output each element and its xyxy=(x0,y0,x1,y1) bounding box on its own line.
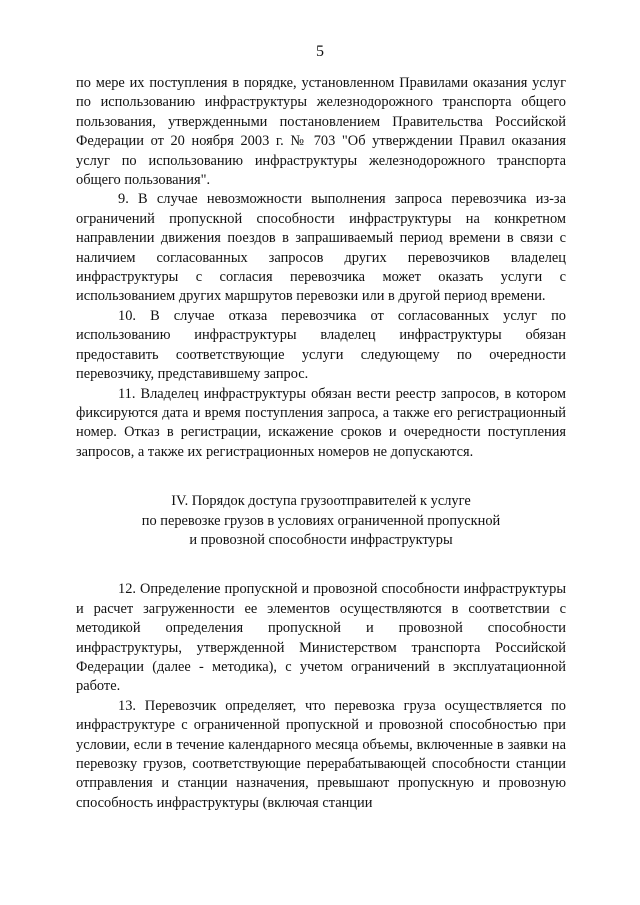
section-heading-line-2: по перевозке грузов в условиях ограниченной пропускной xyxy=(141,512,501,529)
paragraph-9: 9. В случае невозможности выполнения запроса перевозчика из-за ограничений пропускной способности инфраструктуры на конкретном направлении движения поездов в запрашиваемый период времени в связи с наличием согласованных запросов других перевозчиков владелец инфраструктуры с согласия перевозчика может оказать услуги с использованием других маршрутов перевозки или в другой период времени. xyxy=(76,191,566,305)
paragraph-11: 11. Владелец инфраструктуры обязан вести реестр запросов, в котором фиксируются дата и время поступления запроса, а также его регистрационный номер. Отказ в регистрации, искажение сроков и очередности поступления запросов, а также их регистрационных номеров не допускаются. xyxy=(76,385,566,460)
paragraph-13: 13. Перевозчик определяет, что перевозка груза осуществляется по инфраструктуре с ограниченной пропускной и провозной способностью при условии, если в течение календарного месяца объемы, включенные в заявки на перевозку грузов, соответствующие перерабатывающей способности станции отправления и станции назначения, превышают пропускную и провозную способность инфраструктуры (включая станции xyxy=(76,697,566,811)
section-heading xyxy=(76,492,566,550)
page-number: 5 xyxy=(316,43,324,60)
paragraph-10: 10. В случае отказа перевозчика от согласованных услуг по использованию инфраструктуры владелец инфраструктуры обязан предоставить соответствующие услуги следующему по очередности перевозчику, представившему запрос. xyxy=(76,307,566,383)
document-body xyxy=(76,74,566,813)
paragraph-continuation: по мере их поступления в порядке, установленном Правилами оказания услуг по использованию инфраструктуры железнодорожного транспорта общего пользования, утвержденными постановлением Правительства Российской Федерации от 20 ноября 2003 г. № 703 "Об утверждении Правил оказания услуг по использованию инфраструктуры железнодорожного транспорта общего пользования". xyxy=(76,75,566,189)
section-heading-line-1: IV. Порядок доступа грузоотправителей к услуге xyxy=(171,493,471,510)
section-heading-line-3: и провозной способности инфраструктуры xyxy=(189,531,453,548)
paragraph-12: 12. Определение пропускной и провозной способности инфраструктуры и расчет загруженности ее элементов осуществляются в соответствии с методикой определения пропускной и провозной способности инфраструктуры, утвержденной Министерством транспорта Российской Федерации (далее - методика), с учетом ограничений в эксплуатационной работе. xyxy=(76,581,566,695)
